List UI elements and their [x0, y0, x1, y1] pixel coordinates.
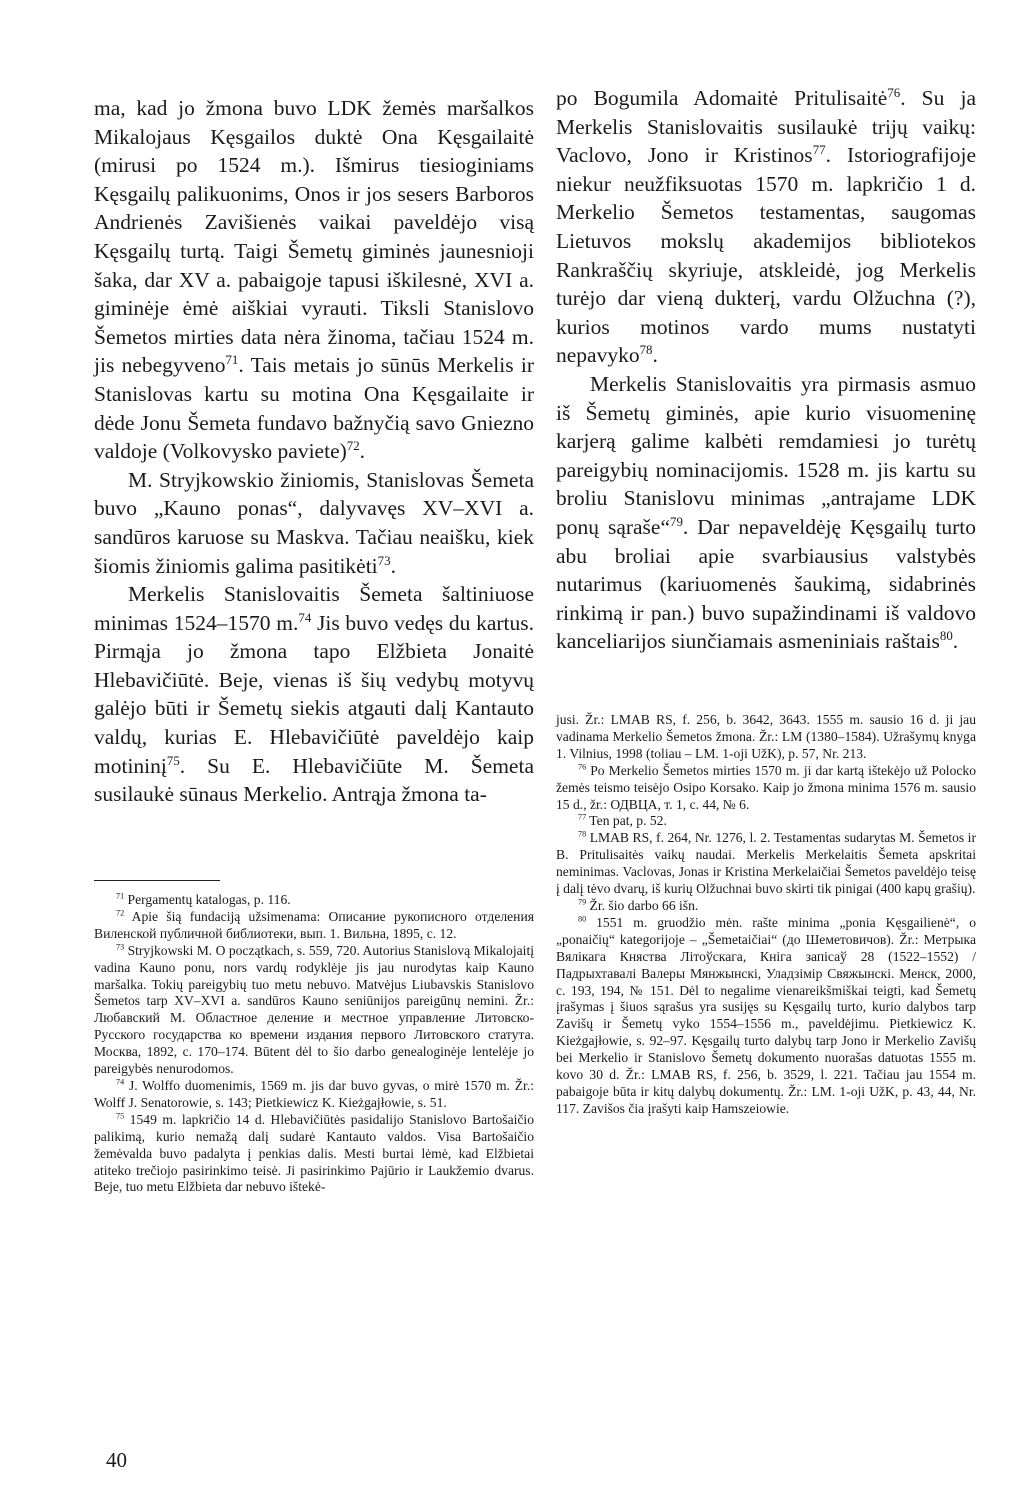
- text-run: . Istoriografijoje niekur neužfiksuotas 1570 m. lapkričio 1 d. Merkelio Šemetos testamentas, saugomas Lietuvos mokslų akademijos bibliotekos Rankraščių skyriuje, atskleidė, jog Merkelis turėjo dar vieną dukterį, vardu Olžuchna (?), kurios motinos vardo mums nustatyti nepavyko: [556, 143, 976, 368]
- footnote-marker: 71: [116, 891, 125, 901]
- text-run: LMAB RS, f. 264, Nr. 1276, l. 2. Testamentas sudarytas M. Šemetos ir B. Pritulisaitės vaikų naudai. Merkelis Merkelaitis Šemeta apskritai neminimas. Vaclovas, Jonas ir Kristina Merkelaičiai Šemetos paveldėjo teisę į dalį tėvo dvarų, iš kurių Olžuchnai buvo skirti tik pinigai (400 kapų grašių).: [556, 830, 976, 897]
- footnote-marker: 76: [578, 762, 587, 772]
- body-paragraph: [556, 370, 976, 656]
- text-run: Ten pat, p. 52.: [586, 813, 667, 829]
- footnote: [94, 909, 534, 943]
- left-column-body: [94, 94, 534, 809]
- footnote-marker: 72: [116, 908, 125, 918]
- footnote-marker: 77: [578, 812, 587, 822]
- footnote-separator: [94, 880, 220, 881]
- text-run: Stryjkowski M. O początkach, s. 559, 720. Autorius Stanislovą Mikalojaitį vadina Kauno ponu, nors vardų rodyklėje jis jau nurodytas kaip Kauno maršalka. Tokių pareigybių tuo metu nebuvo. Matvėjus Liubavskis Stanislovo Šemetos tarp XV–XVI a. sandūros Kauno seniūnijos pareigūnų nemini. Žr.: Любавский М. Областное деление и местное управление Литовско-Русского государства ко времени издания первого Литовского статута. Москва, 1892, с. 170–174. Būtent dėl to šio darbo genealoginėje lentelėje jo pareigybės nenurodomos.: [94, 942, 534, 1077]
- text-run: . Dar nepaveldėję Kęsgailų turto abu broliai apie svarbiausius valstybės nutarimus (kariuomenės šaukimą, sidabrinės rinkimą ir pan.) buvo supažindinami iš valdovo kanceliarijos siunčiamais asmeniniais raštais: [556, 514, 976, 654]
- page-number: 40: [106, 1448, 127, 1472]
- text-run: 1549 m. lapkričio 14 d. Hlebavičiūtės pasidalijo Stanislovo Bartošaičio palikimą, kurio nemažą dalį sudarė Kantauto valdos. Visa Bartošaičio žemėvalda buvo padalyta į penkias dalis. Mesti burtai lėmė, kad Elžbietai atitekо trečiojo pasirinkimo teisė. Ji pasirinkimo Pajūrio ir Laukžemio dvarus. Beje, tuo metu Elžbieta dar nebuvo ištekė-: [94, 1111, 534, 1195]
- left-column-footnotes: [94, 892, 534, 1196]
- body-paragraph: [94, 94, 534, 466]
- text-run: Pergamentų katalogas, p. 116.: [124, 892, 291, 907]
- footnote: [556, 712, 976, 763]
- footnote: [556, 830, 976, 898]
- text-run: Jis buvo vedęs du kartus. Pirmąja jo žmona tapo Elžbieta Jonaitė Hlebavičiūtė. Beje, vienas iš šių vedybų motyvų galėjo būti ir Šemetų siekis atgauti dalį Kantauto valdų, kurias E. Hlebavičiūtė paveldėjo kaip motininį: [94, 610, 535, 778]
- text-run: .: [652, 343, 658, 368]
- footnote-marker: 73: [377, 553, 391, 568]
- text-run: M. Stryjkowskio žiniomis, Stanislovas Šemeta buvo „Kauno ponas“, dalyvavęs XV–XVI a. sandūros karuose su Maskva. Tačiau neaišku, kiek šiomis žiniomis galima pasitikėti: [94, 467, 534, 578]
- footnote: [94, 1112, 534, 1197]
- footnote: [94, 892, 534, 909]
- footnote-marker: 76: [887, 85, 901, 100]
- footnote: [556, 915, 976, 1118]
- text-run: Merkelis Stanislovaitis yra pirmasis asmuo iš Šemetų giminės, apie kurio visuomeninę karjerą galime kalbėti remdamiesi jo turėtų pareigybių nominacijomis. 1528 m. jis kartu su broliu Stanislovu minimas „antrajame LDK ponų sąraše“: [556, 371, 976, 539]
- text-run: Apie šią fundaciją užsimenama: Описание рукописного отделения Виленской публичной библиотеки, вып. 1. Вильна, 1895, с. 12.: [94, 908, 534, 941]
- footnote-marker: 80: [578, 914, 587, 924]
- text-run: .: [952, 629, 959, 654]
- footnote-marker: 79: [578, 897, 587, 907]
- text-run: ma, kad jo žmona buvo LDK žemės maršalkos Mikalojaus Kęsgailos duktė Ona Kęsgailaitė (mirusi po 1524 m.). Išmirus tiesioginiams Kęsgailų palikuonims, Onos ir jos sesers Barboros Andrienės Zavišienės vaikai paveldėjo visą Kęsgailų turtą. Taigi Šemetų giminės jaunesnioji šaka, dar XV a. pabaigoje tapusi iškilesnė, XVI a. giminėje ėmė aiškiai vyrauti. Tiksli Stanislovo Šemetos mirties data nėra žinoma, tačiau 1524 m. jis nebegyveno: [94, 96, 534, 378]
- text-run: .: [390, 553, 396, 578]
- footnote-marker: 73: [116, 942, 125, 952]
- footnote-marker: 71: [225, 353, 239, 368]
- text-run: . Su E. Hlebavičiūte M. Šemeta susilaukė sūnaus Merkelio. Antrąja žmona ta-: [94, 753, 534, 807]
- text-run: Merkelis Stanislovaitis Šemeta šaltiniuose minimas 1524–1570 m.: [94, 582, 534, 635]
- footnote-marker: 74: [298, 610, 312, 625]
- footnote: [556, 813, 976, 830]
- text-run: Žr. šio darbo 66 išn.: [586, 897, 699, 913]
- footnote-marker: 74: [116, 1077, 125, 1087]
- footnote-marker: 78: [578, 829, 587, 839]
- right-column-body: [556, 84, 976, 656]
- text-run: Po Merkelio Šemetos mirties 1570 m. ji dar kartą ištekėjo už Polocko žemės teismo teisėjo Osipo Korsako. Kaip jo žmona minima 1576 m. sausio 15 d., žr.: ОДВЦА, т. 1, с. 44, № 6.: [556, 762, 976, 812]
- footnote-marker: 75: [116, 1111, 125, 1121]
- body-paragraph: [556, 84, 976, 370]
- text-run: . Su ja Merkelis Stanislovaitis susilaukė trijų vaikų: Vaclovo, Jono ir Kristinos: [556, 86, 976, 168]
- footnote-marker: 75: [166, 753, 180, 768]
- footnote-marker: 78: [639, 343, 653, 358]
- footnote-marker: 77: [812, 143, 826, 158]
- text-run: . Tais metais jo sūnūs Merkelis ir Stanislovas kartu su motina Ona Kęsgailaite ir dėde Jonu Šemeta fundavo bažnyčią savo Gniezno valdoje (Volkovysko paviete): [94, 353, 534, 464]
- text-run: jusi. Žr.: LMAB RS, f. 256, b. 3642, 3643. 1555 m. sausio 16 d. ji jau vadinama Merkelio Šemetos žmona. Žr.: LM (1380–1584). Užrašymų knyga 1. Vilnius, 1998 (toliau – LM. 1-oji UžK), p. 57, Nr. 213.: [556, 712, 976, 761]
- footnote: [94, 1078, 534, 1112]
- body-paragraph: [94, 580, 534, 809]
- text-run: 1551 m. gruodžio mėn. rašte minima „ponia Kęsgailienė“, o „ponaičių“ kategorijoje – „Šemetaičiai“ (до Шеметовичов). Žr.: Метрыка Вялікага Княства Літоўскага, Кніга запісаў 28 (1522–1552) / Падрыхтавалі Валеры Мянжынскі, Уладзімір Свяжынскі. Менск, 2000, с. 193, 194, № 151. Dėl to negalime vienareikšmiškai teigti, kad Šemetų įrašymas į šiuos sąrašus yra susijęs su Kęsgailų turto, kurio dalybos tarp Zavišų ir Šemetų vyko 1554–1556 m., paveldėjimu. Pietkiewicz K. Kieżgajłowie, s. 92–97. Kęsgailų turto dalybų tarp Jono ir Merkelio Zavišų bei Merkelio ir Stanislovo Šemetų dokumento nuorašas datuotas 1555 m. kovo 30 d. Žr.: LMAB RS, f. 256, b. 3529, l. 221. Tačiau jau 1554 m. pabaigoje būta ir kitų dalybų dokumentų. Žr.: LM. 1-oji UžK, p. 43, 44, Nr. 117. Zavišos čia įrašyti kaip Hamszeiowie.: [556, 914, 976, 1116]
- body-paragraph: [94, 466, 534, 580]
- footnote-marker: 72: [346, 438, 360, 453]
- text-run: J. Wolffo duomenimis, 1569 m. jis dar buvo gyvas, o mirė 1570 m. Žr.: Wolff J. Senatorowie, s. 143; Pietkiewicz K. Kieżgajłowie, s. 51.: [94, 1077, 534, 1110]
- footnote-marker: 80: [939, 629, 953, 644]
- footnote: [556, 763, 976, 814]
- footnote: [556, 898, 976, 915]
- footnote: [94, 943, 534, 1078]
- text-run: po Bogumila Adomaitė Pritulisaitė: [556, 86, 888, 110]
- footnote-marker: 79: [670, 514, 683, 529]
- right-column-footnotes: [556, 712, 976, 1118]
- text-run: .: [359, 439, 366, 464]
